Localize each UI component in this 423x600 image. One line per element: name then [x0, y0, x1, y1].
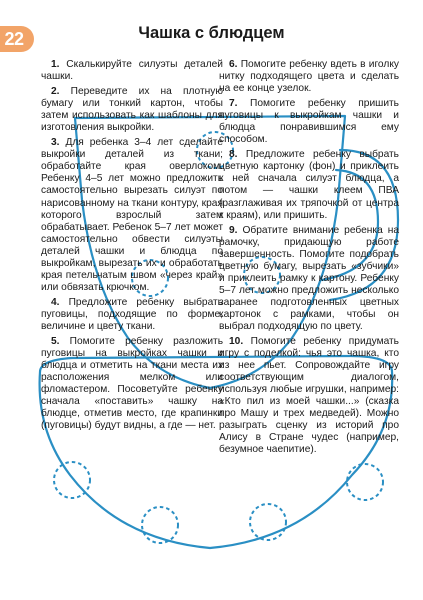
step-9: 9. Обратите внимание ребенка на рамочку, придающую работе завершенность. Помогите подобрать цветную бумагу, вырезать «зубчики» и приклеить рамку к картону. Ребенку 5–7 лет можно предложить несколько заранее подготовленных цветных картонок с рамками, чтобы он выбрал подходящую по цвету.	[219, 224, 399, 332]
step-2: 2. Переведите их на плотную бумагу или тонкий картон, чтобы затем использовать как шаблоны для изготовления выкройки.	[41, 86, 223, 134]
step-10: 10. Помогите ребенку придумать игру с поделкой: чья это чашка, кто из нее пьет. Сопровождайте игру соответствующим диалогом, используя любые игрушки, например: «Кто пил из моей чашки...» (сказка про Машу и трех медведей). Можно разыграть сценку из историй про Алису в Стране чудес (например, безумное чаепитие).	[219, 336, 399, 456]
button-mark-saucer-left	[54, 462, 90, 498]
page-title: Чашка с блюдцем	[138, 24, 285, 42]
step-3: 3. Для ребенка 3–4 лет сделайте выкройки деталей из ткани; обработайте края оверлоком. Ребенку 4–5 лет можно предложить самостоятельно вырезать силуэт по нарисованному на ткани контуру, края которого взрослый затем обрабатывает. Ребенок 5–7 лет может самостоятельно обвести силуэты деталей чашки и блюдца по выкройкам, вырезать их и обработать края петельчатым швом «через край» или обвязать крючком.	[41, 137, 223, 293]
step-4: 4. Предложите ребенку выбрать пуговицы, подходящие по форме, величине и цвету ткани.	[41, 296, 223, 332]
instructions-left-column	[41, 59, 223, 435]
instructions-right-column	[219, 59, 399, 460]
step-8: 8. Предложите ребенку выбрать цветную картонку (фон) и приклеить к ней сначала силуэт блюдца, а потом — чашки клеем ПВА (разглаживая их тряпочкой от центра к краям), или пришить.	[219, 149, 399, 221]
step-1: 1. Скалькируйте силуэты деталей чашки.	[41, 59, 223, 83]
step-6: 6. Помогите ребенку вдеть в иголку нитку подходящего цвета и сделать на ее конце узелок.	[219, 59, 399, 95]
button-mark-saucer-right	[347, 464, 383, 500]
step-7: 7. Помогите ребенку пришить пуговицы к выкройкам чашки и блюдца понравившимся ему способом.	[219, 98, 399, 146]
page-number-badge: 22	[0, 26, 34, 52]
step-5: 5. Помогите ребенку разложить пуговицы на выкройках чашки и блюдца и отметить на ткани места их расположения мелком или фломастером. Посоветуйте ребенку сначала «поставить» чашку на блюдце, отметив место, где крапинки (пуговицы) будут видны, а где — нет.	[41, 336, 223, 432]
